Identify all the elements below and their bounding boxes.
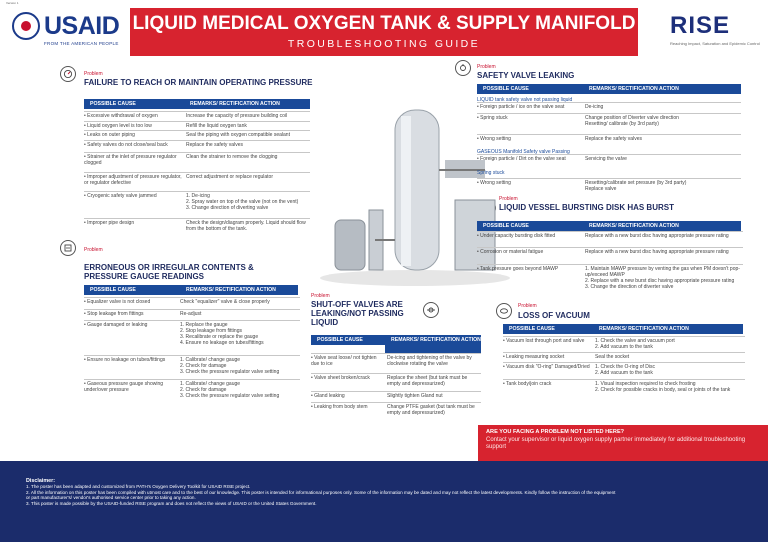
p4-cause-cell: • Wrong setting — [477, 136, 511, 142]
p5-cause-cell: • Under capacity bursting disk fitted — [477, 233, 556, 239]
p1-cause-cell: • Liquid oxygen level is too low — [84, 123, 152, 129]
p2-row-divider — [84, 355, 300, 356]
p6-title: LOSS OF VACUUM — [518, 311, 590, 320]
p2-cause-header: POSSIBLE CAUSE — [84, 285, 180, 295]
p6-action-cell: 1. Check the valve and vacuum port 2. Add vacuum to the tank — [595, 338, 675, 350]
p6-cause-header: POSSIBLE CAUSE — [503, 324, 593, 334]
p4-liquid-subhead: LIQUID tank safety valve not passing liquid — [477, 97, 573, 103]
p4-cause-cell: • Spring stuck — [477, 115, 508, 121]
p2-action-cell: 1. Calibrate/ change gauge 2. Check for damage 3. Check the pressure regulator valve setting — [180, 357, 280, 375]
p4-row-divider — [477, 178, 741, 179]
p1-cause-cell: • Strainer at the inlet of pressure regulator clogged — [84, 154, 177, 166]
p3-title: SHUT-OFF VALVES ARE LEAKING/NOT PASSING LIQUID — [311, 300, 404, 327]
p4-row-divider — [477, 113, 741, 114]
p5-action-cell: Replace with a new burst disc having appropriate pressure rating — [585, 233, 729, 239]
rise-tagline: Reaching Impact, Saturation and Epidemic Control — [670, 41, 760, 46]
p2-action-cell: Check "equalizer" valve & close properly — [180, 299, 270, 305]
p6-row-divider — [503, 362, 745, 363]
p3-action-cell: De-icing and tightening of the valve by clockwise rotating the valve — [387, 355, 472, 367]
p6-remarks-header: REMARKS/ RECTIFICATION ACTION — [593, 324, 743, 334]
p1-cause-cell: • Cryogenic safety valve jammed — [84, 193, 157, 199]
p1-row-divider — [84, 172, 310, 173]
p3-cause-header: POSSIBLE CAUSE — [311, 335, 385, 345]
p5-cause-cell: • Corrosion or material fatigue — [477, 249, 544, 255]
p1-cause-cell: • Safety valves do not close/seal back — [84, 142, 168, 148]
safety-valve-icon — [455, 60, 471, 76]
usaid-seal-icon — [12, 12, 40, 40]
p4-action-cell: Servicing the valve — [585, 156, 627, 162]
page-subtitle: TROUBLESHOOTING GUIDE — [287, 38, 481, 50]
p4-row-divider — [477, 102, 741, 103]
p6-row-divider — [503, 336, 745, 337]
p6-action-cell: 1. Check the O-ring of Disc 2. Add vacuum to the tank — [595, 364, 656, 376]
p1-action-cell: 1. De-icing 2. Spray water on top of the valve (not on the vent) 3. Change direction of diverting valve — [186, 193, 299, 211]
p3-action-cell: Change PTFE gasket (but tank must be empty and depressurized) — [387, 404, 475, 416]
p5-action-cell: Replace with a new burst disc having appropriate pressure rating — [585, 249, 729, 255]
p4-cause-header: POSSIBLE CAUSE — [477, 84, 583, 94]
p1-action-cell: Correct adjustment or replace regulator — [186, 174, 273, 180]
p6-cause-cell: • Tank body/join crack — [503, 381, 552, 387]
p3-problem-label: Problem — [311, 293, 330, 299]
p5-cause-header: POSSIBLE CAUSE — [477, 221, 583, 231]
p1-row-divider — [84, 130, 310, 131]
p1-action-cell: Increase the capacity of pressure building coil — [186, 113, 288, 119]
usaid-tagline: FROM THE AMERICAN PEOPLE — [44, 41, 119, 46]
p3-row-divider — [311, 402, 481, 403]
p2-cause-cell: • Gauge damaged or leaking — [84, 322, 148, 328]
shutoff-valve-icon — [423, 302, 439, 318]
p2-title: ERRONEOUS OR IRREGULAR CONTENTS & PRESSURE GAUGE READINGS — [84, 263, 254, 281]
p6-cause-cell: • Leaking measuring socket — [503, 354, 565, 360]
p1-cause-cell: • Excessive withdrawal of oxygen — [84, 113, 158, 119]
p2-row-divider — [84, 309, 300, 310]
p1-action-cell: Check the design/diagram properly. Liquid should flow from the bottom of the tank. — [186, 220, 306, 232]
usaid-wordmark: USAID — [44, 12, 120, 40]
rise-wordmark: RISE — [670, 12, 731, 39]
p4-remarks-header: REMARKS/ RECTIFICATION ACTION — [583, 84, 741, 94]
disclaimer-line: 3. This poster is made possible by the USAID-funded RISE program and does not reflect the views of USAID or the United States Government. — [26, 500, 317, 506]
disclaimer-line: 1. The poster has been adapted and customized from PATH's Oxygen Delivery Toolkit for USAID RISE project. — [26, 484, 251, 489]
p1-cause-cell: • Improper adjustment of pressure regulator, or regulator defective — [84, 174, 182, 186]
contact-title: ARE YOU FACING A PROBLEM NOT LISTED HERE? — [486, 429, 625, 435]
p2-problem-label: Problem — [84, 247, 103, 253]
version-mark: Version 1 — [6, 1, 19, 5]
disclaimer-title: Disclaimer: — [26, 478, 56, 484]
p3-remarks-header: REMARKS/ RECTIFICATION ACTION — [385, 335, 481, 353]
p1-remarks-header: REMARKS/ RECTIFICATION ACTION — [184, 99, 310, 109]
p3-row-divider — [311, 353, 481, 354]
p1-action-cell: Replace the safety valves — [186, 142, 243, 148]
p2-cause-cell: • Ensure no leakage on tubes/fittings — [84, 357, 166, 363]
p2-action-cell: 1. Replace the gauge 2. Stop leakage from fittings 3. Recalibrate or replace the gauge 4. Ensure no leakage on tubes/fittings — [180, 322, 264, 346]
p6-row-divider — [503, 352, 745, 353]
p2-remarks-header: REMARKS/ RECTIFICATION ACTION — [180, 285, 298, 295]
p3-row-divider — [311, 373, 481, 374]
page-title: LIQUID MEDICAL OXYGEN TANK & SUPPLY MANIFOLD — [132, 13, 636, 34]
p1-row-divider — [84, 191, 310, 192]
disclaimer-line: 2. All the information on this poster has been compiled with utmost care and to the best of our knowledge. This poster is intended for informational purposes only. Some of the information may be dated and may not reflect the latest developments. Kindly follow the instruction of the equipment — [26, 489, 616, 495]
title-banner — [130, 8, 638, 56]
gauge-reading-icon — [60, 240, 76, 256]
p2-cause-cell: • Gaseous pressure gauge showing under/over pressure — [84, 381, 164, 393]
p3-cause-cell: • Gland leaking — [311, 393, 345, 399]
p4-problem-label: Problem — [477, 64, 496, 70]
p4-row-divider — [477, 134, 741, 135]
disclaimer-line: or part manufacturer's/ vendor's authorised service center prior to taking any action. — [26, 495, 196, 501]
p4-spring-subhead: Spring stuck — [477, 170, 505, 176]
p4-action-cell: Replace the safety valves — [585, 136, 642, 142]
p2-cause-cell: • Equalizer valve is not closed — [84, 299, 151, 305]
p4-action-cell: Change position of Diverter valve direction Resetting/ calibrate (by 3rd party) — [585, 115, 679, 127]
p1-action-cell: Refill the liquid oxygen tank — [186, 123, 247, 129]
pressure-gauge-icon — [60, 66, 76, 82]
p2-cause-cell: • Stop leakage from fittings — [84, 311, 144, 317]
p1-row-divider — [84, 218, 310, 219]
p1-action-cell: Clean the strainer to remove the clogging — [186, 154, 278, 160]
p5-row-divider — [477, 247, 743, 248]
p1-title: FAILURE TO REACH OR MAINTAIN OPERATING PRESSURE — [84, 78, 313, 87]
p1-row-divider — [84, 121, 310, 122]
lox-tank-illustration — [315, 100, 515, 290]
p3-action-cell: Replace the sheet (but tank must be empty and depressurized) — [387, 375, 468, 387]
p3-cause-cell: • Leaking from body stem — [311, 404, 368, 410]
p4-title: SAFETY VALVE LEAKING — [477, 71, 575, 80]
p1-row-divider — [84, 140, 310, 141]
p4-gas-subhead: GASEOUS Manifold Safety valve Passing — [477, 149, 570, 155]
p6-problem-label: Problem — [518, 303, 537, 309]
contact-body: Contact your supervisor or liquid oxygen supply partner immediately for additional troubleshooting support — [486, 437, 746, 450]
p6-cause-cell: • Vacuum lost through port and valve — [503, 338, 585, 344]
p5-row-divider — [477, 231, 743, 232]
p4-cause-cell: • Foreign particle / ice on the valve seat — [477, 104, 565, 110]
vacuum-icon — [496, 303, 512, 319]
p4-row-divider — [477, 154, 741, 155]
usaid-logo — [12, 10, 130, 54]
p3-row-divider — [311, 391, 481, 392]
p4-cause-cell: • Foreign particle / Dirt on the valve seat — [477, 156, 566, 162]
disclaimer-footer — [0, 461, 768, 542]
p5-remarks-header: REMARKS/ RECTIFICATION ACTION — [583, 221, 741, 231]
p4-cause-cell: • Wrong setting — [477, 180, 511, 186]
p2-action-cell: 1. Calibrate/ change gauge 2. Check for damage 3. Check the pressure regulator valve setting — [180, 381, 280, 399]
p2-action-cell: Re-adjust — [180, 311, 202, 317]
p3-action-cell: Slightly tighten Gland nut — [387, 393, 443, 399]
p2-row-divider — [84, 379, 300, 380]
p5-row-divider — [477, 264, 743, 265]
top-strip — [0, 0, 768, 6]
p3-cause-cell: • Valve sheet broken/crack — [311, 375, 370, 381]
p1-row-divider — [84, 111, 310, 112]
p1-cause-cell: • Leaks on outer piping — [84, 132, 135, 138]
p3-cause-cell: • Valve seat loose/ not tighten due to ice — [311, 355, 377, 367]
p2-row-divider — [84, 320, 300, 321]
p6-row-divider — [503, 379, 745, 380]
contact-box — [478, 425, 768, 461]
p1-action-cell: Seal the piping with oxygen compatible sealant — [186, 132, 290, 138]
p1-row-divider — [84, 152, 310, 153]
p5-action-cell: 1. Maintain MAWP pressure by venting the gas when PM doesn't pop-up/exceed MAWP 2. Replace with a new burst disc having appropriate pressure rating 3. Change the direction of diverter valve — [585, 266, 740, 290]
p5-title: LIQUID VESSEL BURSTING DISK HAS BURST — [499, 203, 674, 212]
p2-row-divider — [84, 297, 300, 298]
p6-action-cell: 1. Visual inspection required to check frosting 2. Check for possible cracks in body, seal or joints of the tank — [595, 381, 731, 393]
p1-problem-label: Problem — [84, 71, 103, 77]
p6-cause-cell: • Vacuum disk "O-ring" Damaged/Dried — [503, 364, 590, 370]
rise-logo — [670, 12, 762, 60]
p5-cause-cell: • Tank pressure goes beyond MAWP — [477, 266, 559, 272]
p4-action-cell: Resetting/calibrate set pressure (by 3rd party) Replace valve — [585, 180, 687, 192]
p5-problem-label: Problem — [499, 196, 518, 202]
p4-action-cell: De-icing — [585, 104, 604, 110]
p1-cause-header: POSSIBLE CAUSE — [84, 99, 184, 109]
p6-action-cell: Seal the socket — [595, 354, 630, 360]
p1-cause-cell: • Improper pipe design — [84, 220, 135, 226]
